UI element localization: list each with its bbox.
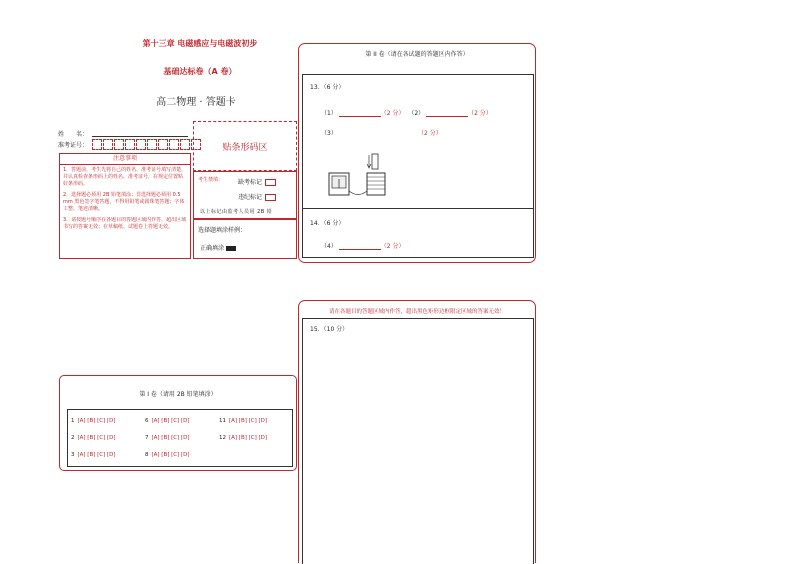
section1-title: 第 I 卷（请用 2B 铅笔填涂） — [139, 391, 217, 398]
q14-blank-4[interactable] — [339, 243, 381, 250]
q15-answer-area[interactable] — [302, 318, 534, 564]
fill-correct-label: 正确填涂 — [200, 245, 225, 252]
q13-blank-2[interactable] — [426, 110, 468, 117]
q13-part1: （1） （2 分） （2） （2 分） — [321, 110, 492, 117]
q13-label: 13．（6 分） — [310, 84, 345, 91]
absent-label: 缺考标记 — [238, 179, 263, 186]
section3-warning: 请在各题目的答题区域内作答，超出黑色矩形边框限定区域的答案无效！ — [328, 309, 505, 315]
mark-note: 以上标记由监考人员用 2B 铅 — [200, 209, 273, 215]
barcode-label: 贴条形码区 — [222, 142, 268, 153]
q13-part3-label: （3） — [321, 130, 337, 137]
name-field[interactable] — [92, 136, 188, 137]
question-3[interactable]: 3 [A] [B] [C] [D] — [71, 452, 116, 458]
section2-title: 第 II 卷（请在各试题的答题区内作答） — [365, 51, 469, 58]
section2-box — [298, 43, 536, 263]
q13-part3-score: （2 分） — [418, 130, 442, 137]
q14-label: 14．（6 分） — [310, 220, 345, 227]
q14-part4: （4） （2 分） — [321, 243, 405, 250]
violation-mark[interactable] — [238, 192, 276, 201]
divider — [303, 208, 533, 209]
choice-grid — [67, 409, 293, 467]
violation-label: 违纪标记 — [238, 194, 263, 201]
question-1[interactable]: 1 [A] [B] [C] [D] — [71, 418, 116, 424]
id-label: 准考证号： — [58, 142, 89, 149]
notes-box — [59, 153, 191, 259]
section2-answer-area — [302, 74, 534, 258]
question-7[interactable]: 7 [A] [B] [C] [D] — [145, 435, 190, 441]
barcode-area — [193, 121, 297, 171]
fill-example-box — [193, 219, 297, 259]
violation-box — [265, 194, 276, 201]
name-label: 姓 名： — [58, 131, 89, 138]
q15-label: 15．（10 分） — [310, 326, 349, 333]
note-item: 3．请按题号顺序在各题目的答题区域内作答，超出区域书写的答案无效；在草稿纸、试题卷上答题无效。 — [63, 217, 187, 230]
note-item: 1．答题前，考生先将自己的姓名、准考证号填写清楚，并认真检查条形码上的姓名、准考证号，在规定位置贴好条形码。 — [63, 167, 187, 187]
q13-blank-1[interactable] — [339, 110, 381, 117]
fill-correct — [200, 243, 236, 252]
id-field[interactable] — [92, 139, 201, 150]
question-8[interactable]: 8 [A] [B] [C] [D] — [145, 452, 190, 458]
subject-title: 高二物理 · 答题卡 — [156, 97, 236, 108]
note-item: 2．选择题必须用 2B 铅笔填涂；非选择题必须用 0.5 mm 黑色签字笔答题，不得用铅笔或圆珠笔答题；字体工整、笔迹清晰。 — [63, 192, 185, 212]
section3-box — [298, 300, 536, 563]
absent-box — [265, 179, 276, 186]
absent-mark[interactable] — [238, 177, 276, 186]
exam-title: 基础达标卷（A 卷） — [163, 67, 237, 76]
chapter-title: 第十三章 电磁感应与电磁波初步 — [142, 39, 258, 48]
apparatus-figure-icon — [327, 151, 399, 201]
question-11[interactable]: 11 [A] [B] [C] [D] — [219, 418, 268, 424]
question-2[interactable]: 2 [A] [B] [C] [D] — [71, 435, 116, 441]
notes-title: 注意事项 — [60, 154, 190, 165]
fill-title: 选择题填涂样例： — [198, 227, 247, 234]
mark-label: 考生禁填： — [198, 177, 224, 183]
filled-bubble-icon — [226, 246, 236, 251]
section1-box — [59, 375, 297, 471]
mark-box — [193, 171, 297, 219]
question-12[interactable]: 12 [A] [B] [C] [D] — [219, 435, 268, 441]
question-6[interactable]: 6 [A] [B] [C] [D] — [145, 418, 190, 424]
